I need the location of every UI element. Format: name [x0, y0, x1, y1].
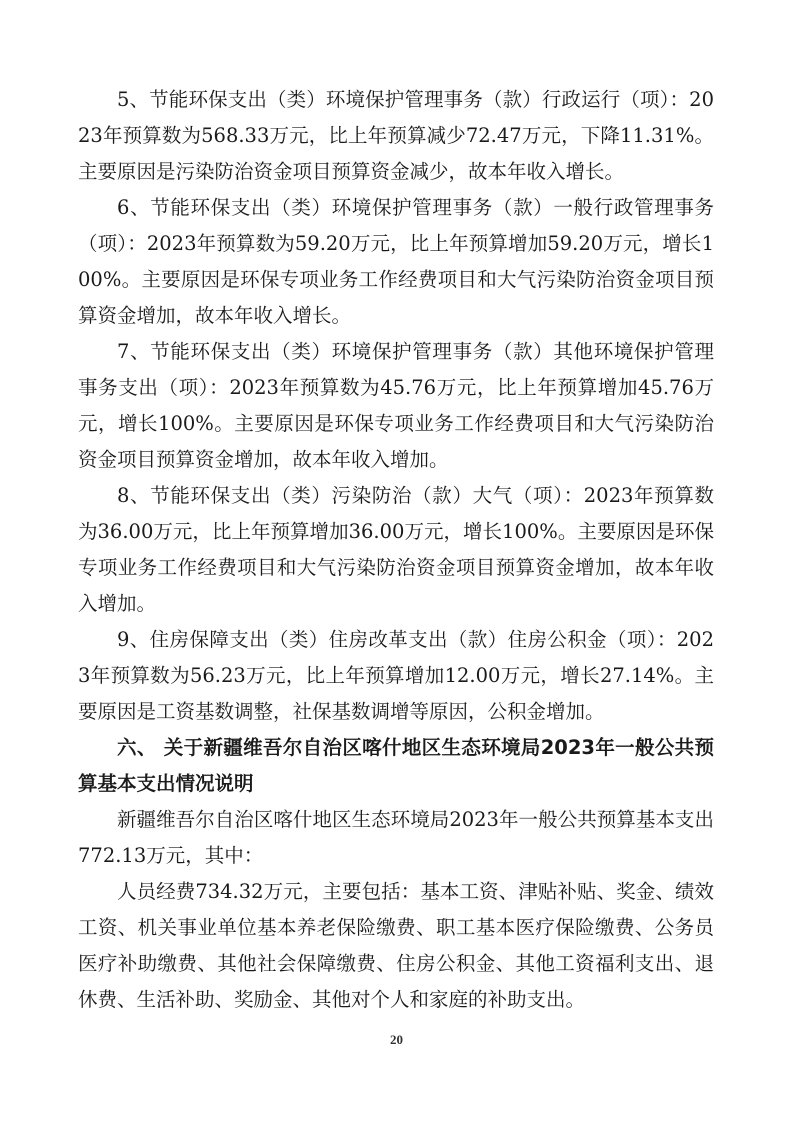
- page-number: 20: [390, 1032, 403, 1047]
- paragraph-item-9: 9、住房保障支出（类）住房改革支出（款）住房公积金（项）：2023年预算数为56.23万元，比上年预算增加12.00万元，增长27.14%。主要原因是工资基数调整，社保基数调增等原因，公积金增加。: [78, 628, 714, 723]
- paragraph-item-7: 7、节能环保支出（类）环境保护管理事务（款）其他环境保护管理事务支出（项）：2023年预算数为45.76万元，比上年预算增加45.76万元，增长100%。主要原因是环保专项业务工作经费项目和大气污染防治资金项目预算资金增加，故本年收入增加。: [78, 340, 714, 471]
- paragraph-item-6: 6、节能环保支出（类）环境保护管理事务（款）一般行政管理事务（项）：2023年预算数为59.20万元，比上年预算增加59.20万元，增长100%。主要原因是环保专项业务工作经费项目和大气污染防治资金项目预算资金增加，故本年收入增长。: [78, 196, 714, 327]
- paragraph-item-8: 8、节能环保支出（类）污染防治（款）大气（项）：2023年预算数为36.00万元，比上年预算增加36.00万元，增长100%。主要原因是环保专项业务工作经费项目和大气污染防治资金项目预算资金增加，故本年收入增加。: [78, 484, 714, 615]
- section-heading: 六、 关于新疆维吾尔自治区喀什地区生态环境局2023年一般公共预算基本支出情况说明: [78, 736, 714, 795]
- personnel-expense-paragraph: 人员经费734.32万元，主要包括：基本工资、津贴补贴、奖金、绩效工资、机关事业单位基本养老保险缴费、职工基本医疗保险缴费、公务员医疗补助缴费、其他社会保障缴费、住房公积金、其他工资福利支出、退休费、生活补助、奖励金、其他对个人和家庭的补助支出。: [78, 880, 714, 1011]
- document-body: [78, 82, 714, 1018]
- section-intro-paragraph: 新疆维吾尔自治区喀什地区生态环境局2023年一般公共预算基本支出772.13万元，其中：: [78, 808, 714, 867]
- paragraph-item-5: 5、节能环保支出（类）环境保护管理事务（款）行政运行（项）：2023年预算数为568.33万元，比上年预算减少72.47万元，下降11.31%。主要原因是污染防治资金项目预算资金减少，故本年收入增长。: [78, 88, 714, 183]
